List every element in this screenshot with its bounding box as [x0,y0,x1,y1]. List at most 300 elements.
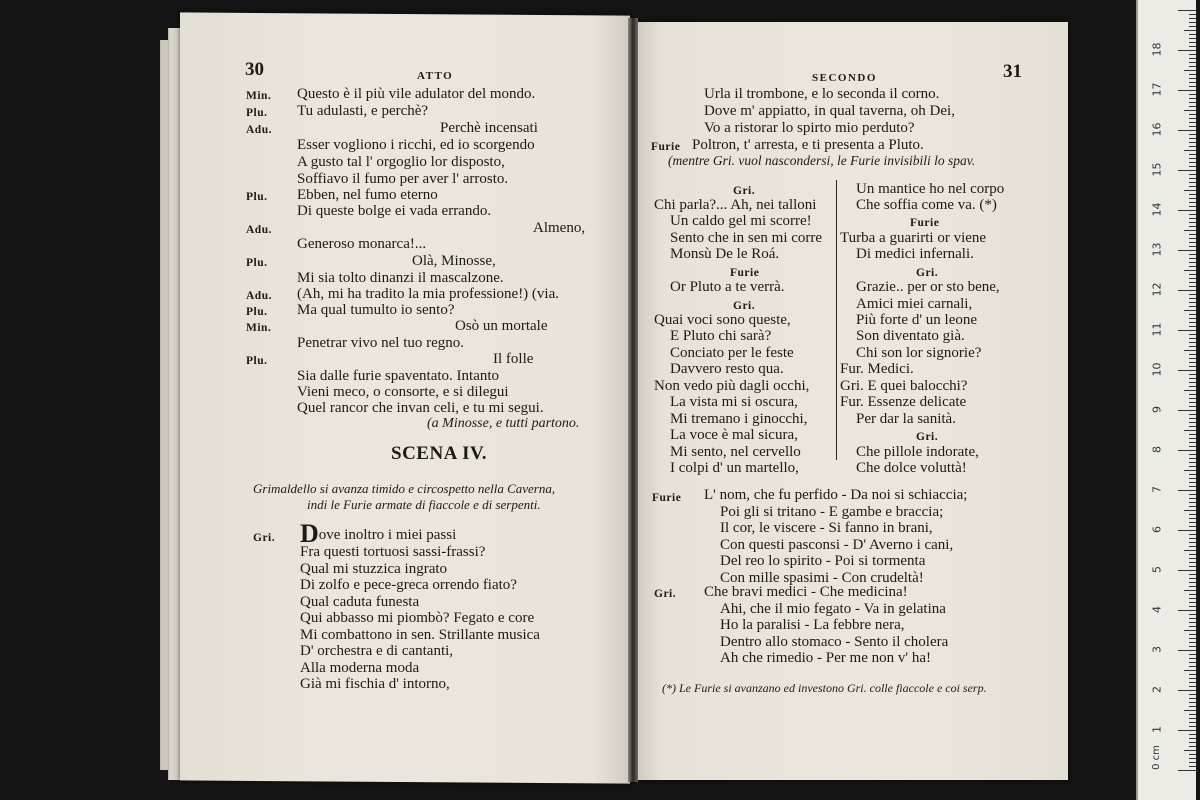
ruler-tick [1178,170,1196,171]
ruler-tick [1178,530,1196,531]
ruler-tick [1189,406,1196,407]
ruler-tick [1189,34,1196,35]
ruler-tick [1189,294,1196,295]
ruler-tick [1189,122,1196,123]
ruler-tick [1189,18,1196,19]
ruler-tick [1178,10,1196,11]
ruler-number: 1 [1150,726,1164,733]
verse-line: Chi son lor signorie? [856,345,982,361]
ruler-tick [1189,446,1196,447]
verse-line: Di medici infernali. [856,246,974,262]
left-page-number: 30 [245,59,264,80]
verse-line: Esser vogliono i ricchi, ed io scorgendo [297,137,535,153]
ruler-tick [1189,442,1196,443]
ruler-tick [1189,146,1196,147]
ruler-tick [1178,770,1196,771]
verse-line: (Ah, mi ha tradito la mia professione!) (via. [297,286,560,302]
ruler-tick [1189,518,1196,519]
ruler-tick [1189,202,1196,203]
ruler-tick [1184,670,1196,671]
ruler-number: 14 [1150,202,1164,217]
ruler-tick [1189,186,1196,187]
ruler-tick [1189,366,1196,367]
ruler-tick [1189,138,1196,139]
verse-line: Poi gli si tritano - E gambe e braccia; [720,503,944,520]
ruler-tick [1189,642,1196,643]
verse-line: Qual mi stuzzica ingrato [300,560,448,577]
verse-line: Urla il trombone, e lo seconda il corno. [704,86,940,102]
ruler-number: 2 [1150,686,1164,693]
ruler-tick [1178,370,1196,371]
ruler-tick [1189,338,1196,339]
speaker-label: Gri. [253,532,276,544]
ruler-tick [1189,418,1196,419]
ruler-tick [1189,422,1196,423]
ruler-tick [1189,198,1196,199]
speaker-label: Plu. [246,355,268,367]
ruler-tick [1178,210,1196,211]
ruler-tick [1189,714,1196,715]
ruler-tick [1189,678,1196,679]
speaker-label: Min. [246,90,272,102]
speaker-label: Plu. [246,107,268,119]
ruler-tick [1189,386,1196,387]
verse-line: Qui abbasso mi piombò? Fegato e core [300,610,535,626]
verse-line: Dentro allo stomaco - Sento il cholera [720,633,949,650]
ruler-tick [1189,66,1196,67]
ruler-tick [1189,14,1196,15]
ruler-tick [1184,510,1196,511]
ruler-tick [1178,650,1196,651]
ruler-tick [1189,574,1196,575]
verse-line: Osò un mortale [455,318,548,334]
verse-line: D' orchestra e di cantanti, [300,643,454,659]
ruler-tick [1189,566,1196,567]
verse-line: Soffiavo il fumo per aver l' arrosto. [297,171,509,187]
verse-line: Ah che rimedio - Per me non v' ha! [720,650,931,666]
ruler-tick [1189,602,1196,603]
scene-title: SCENA IV. [391,443,488,464]
ruler-tick [1178,410,1196,411]
ruler-tick [1189,378,1196,379]
speaker-label: Furie [652,492,682,504]
ruler-tick [1189,686,1196,687]
ruler-tick [1178,250,1196,251]
ruler-tick [1178,90,1196,91]
ruler-tick [1189,682,1196,683]
ruler-tick [1189,362,1196,363]
verse-line: Mi tremano i ginocchi, [670,411,808,427]
ruler-tick [1189,106,1196,107]
verse-line: Che pillole indorate, [856,444,979,460]
ruler-tick [1189,354,1196,355]
verse-line: Almeno, [533,220,586,236]
verse-line: Ahi, che il mio fegato - Va in gelatina [720,600,946,617]
ruler-tick [1178,450,1196,451]
ruler-tick [1189,734,1196,735]
verse-line: Un mantice ho nel corpo [856,181,1005,197]
verse-line: Grazie.. per or sto bene, [856,279,1000,295]
ruler-tick [1189,58,1196,59]
ruler-tick [1189,562,1196,563]
verse-line: Fur. Medici. [840,361,914,377]
ruler-number: 6 [1150,526,1164,533]
ruler-tick [1184,110,1196,111]
ruler-tick [1189,706,1196,707]
left-running-head: ATTO [417,70,454,82]
verse-line: Con questi pasconsi - D' Averno i cani, [720,536,954,553]
ruler-unit-label: 0 cm [1150,745,1162,770]
ruler-tick [1189,278,1196,279]
ruler-tick [1189,326,1196,327]
speaker-label: Gri. [654,588,677,600]
ruler-tick [1189,162,1196,163]
verse-line: Con mille spasimi - Con crudeltà! [720,569,924,586]
ruler-tick [1189,402,1196,403]
ruler-tick [1189,702,1196,703]
ruler-tick [1189,634,1196,635]
ruler-tick [1189,218,1196,219]
ruler-number: 11 [1150,322,1164,337]
ruler-tick [1189,22,1196,23]
ruler-tick [1184,430,1196,431]
ruler-tick [1189,394,1196,395]
ruler-tick [1184,270,1196,271]
verse-line: Mi sento, nel cervello [670,444,801,460]
ruler-tick [1189,398,1196,399]
verse-line: Sento che in sen mi corre [670,230,823,246]
ruler-tick [1189,486,1196,487]
ruler-tick [1189,62,1196,63]
ruler-tick [1189,754,1196,755]
verse-line: Un caldo gel mi scorre! [670,213,812,229]
ruler-tick [1178,490,1196,491]
verse-line: I colpi d' un martello, [670,460,799,476]
ruler-tick [1189,126,1196,127]
ruler-tick [1189,194,1196,195]
ruler-tick [1189,606,1196,607]
ruler-tick [1189,178,1196,179]
ruler-tick [1189,282,1196,283]
ruler-tick [1189,78,1196,79]
speaker-label: Plu. [246,257,268,269]
verse-line: Il folle [493,351,534,367]
ruler-tick [1189,598,1196,599]
ruler-tick [1178,570,1196,571]
verse-line: Del reo lo spirito - Poi si tormenta [720,553,926,569]
ruler-tick [1189,522,1196,523]
verse-line: Qual caduta funesta [300,593,420,610]
ruler-tick [1189,478,1196,479]
ruler-tick [1184,350,1196,351]
ruler-tick [1189,86,1196,87]
verse-line: Di queste bolge ei vada errando. [297,203,492,219]
ruler-tick [1189,554,1196,555]
verse-line: Fra questi tortuosi sassi-frassi? [300,544,486,560]
ruler-tick [1184,70,1196,71]
verse-line: Già mi fischia d' intorno, [300,676,450,692]
ruler-tick [1189,274,1196,275]
ruler-number: 5 [1150,566,1164,573]
ruler-tick [1189,206,1196,207]
verse-line: La voce è mal sicura, [670,427,798,443]
ruler-tick [1189,306,1196,307]
ruler-tick [1189,158,1196,159]
ruler-tick [1189,154,1196,155]
ruler-tick [1189,118,1196,119]
ruler-tick [1189,54,1196,55]
ruler-tick [1189,382,1196,383]
ruler-tick [1189,426,1196,427]
verse-line: Or Pluto a te verrà. [670,279,785,295]
ruler-tick [1189,302,1196,303]
verse-line: Mi combattono in sen. Strillante musica [300,626,540,643]
ruler-tick [1189,334,1196,335]
ruler-tick [1189,498,1196,499]
ruler-tick [1189,594,1196,595]
verse-line: Olà, Minosse, [412,253,496,269]
ruler-tick [1189,414,1196,415]
ruler-tick [1189,26,1196,27]
ruler-tick [1189,258,1196,259]
ruler-tick [1189,46,1196,47]
ruler-tick [1189,114,1196,115]
ruler-tick [1189,746,1196,747]
ruler-tick [1189,578,1196,579]
verse-line: Monsù De le Roá. [670,246,780,262]
right-page-number: 31 [1003,61,1022,82]
ruler-tick [1189,474,1196,475]
ruler-number: 18 [1150,42,1164,57]
ruler-tick [1178,290,1196,291]
verse-line: Ma qual tumulto io sento? [297,302,455,318]
ruler-tick [1189,534,1196,535]
ruler-tick [1189,242,1196,243]
verse-line: Ho la paralisi - La febbre nera, [720,617,905,633]
ruler-tick [1189,718,1196,719]
ruler-tick [1189,762,1196,763]
speech-first-text: ove inoltro i miei passi [318,527,457,543]
ruler-tick [1189,142,1196,143]
verse-line: Poltron, t' arresta, e ti presenta a Pluto. [692,137,924,153]
ruler-tick [1189,318,1196,319]
speaker-label: Gri. [733,185,756,197]
speaker-label: Furie [910,217,940,229]
speaker-label: Plu. [246,191,268,203]
ruler-tick [1189,538,1196,539]
ruler-tick [1189,74,1196,75]
speaker-label: Adu. [246,224,272,236]
speaker-label: Furie [651,141,681,153]
ruler-number: 16 [1150,122,1164,137]
verse-line: Non vedo più dagli occhi, [654,378,810,394]
ruler-tick [1189,214,1196,215]
ruler-tick [1189,286,1196,287]
ruler-tick [1189,674,1196,675]
ruler-tick [1189,502,1196,503]
speaker-label: Gri. [916,267,939,279]
ruler-number: 13 [1150,242,1164,257]
drop-cap: D [300,519,319,548]
ruler-tick [1189,262,1196,263]
ruler-tick [1189,742,1196,743]
ruler-tick [1189,238,1196,239]
ruler-number: 17 [1150,82,1164,97]
ruler-tick [1189,514,1196,515]
hide-direction: (mentre Gri. vuol nascondersi, le Furie invisibili lo spav. [668,153,976,168]
ruler-tick [1178,130,1196,131]
verse-line: Che soffia come va. (*) [856,197,997,213]
ruler-number: 12 [1150,282,1164,297]
stage-direction: indi le Furie armate di fiaccole e di serpenti. [307,497,541,512]
ruler-tick [1189,438,1196,439]
verse-line: Perchè incensati [440,120,538,136]
verse-line: Davvero resto qua. [670,361,784,377]
ruler-tick [1184,550,1196,551]
ruler-tick [1184,750,1196,751]
ruler-number: 3 [1150,646,1164,653]
ruler-tick [1189,174,1196,175]
ruler-tick [1189,102,1196,103]
ruler-tick [1189,506,1196,507]
ruler-tick [1189,298,1196,299]
ruler-tick [1189,246,1196,247]
ruler-tick [1189,266,1196,267]
ruler-tick [1189,494,1196,495]
ruler-tick [1184,30,1196,31]
ruler-tick [1189,614,1196,615]
speaker-label: Min. [246,322,272,334]
ruler-tick [1189,526,1196,527]
ruler-tick [1189,662,1196,663]
ruler-tick [1189,582,1196,583]
verse-line: Quai voci sono queste, [654,312,791,328]
ruler-tick [1178,330,1196,331]
verse-line: Mi sia tolto dinanzi il mascalzone. [297,270,504,286]
ruler-tick [1184,390,1196,391]
column-divider [836,180,837,460]
verse-line: Dove m' appiatto, in qual taverna, oh Dei, [704,103,955,119]
ruler-tick [1189,342,1196,343]
ruler-tick [1178,610,1196,611]
ruler-tick [1189,626,1196,627]
verse-line: Vieni meco, o consorte, e si dilegui [297,384,509,400]
verse-line: Ebben, nel fumo eterno [297,187,438,203]
verse-line: Tu adulasti, e perchè? [297,103,429,119]
verse-line: Son diventato già. [856,328,965,344]
ruler-tick [1189,586,1196,587]
verse-line: Vo a ristorar lo spirto mio perduto? [704,120,915,136]
ruler-tick [1184,630,1196,631]
ruler-number: 8 [1150,446,1164,453]
ruler-tick [1184,230,1196,231]
verse-line: E Pluto chi sarà? [670,328,772,344]
ruler-tick [1189,166,1196,167]
book-gutter [628,18,638,782]
verse-line: Per dar la sanità. [856,411,956,427]
ruler-tick [1189,358,1196,359]
verse-line: A gusto tal l' orgoglio lor disposto, [297,154,505,170]
speaker-label: Gri. [733,300,756,312]
ruler-tick [1189,658,1196,659]
ruler-tick [1189,654,1196,655]
ruler-tick [1184,470,1196,471]
ruler-tick [1189,758,1196,759]
ruler-tick [1189,546,1196,547]
ruler-tick [1189,226,1196,227]
ruler-tick [1189,434,1196,435]
verse-line: Di zolfo e pece-greca orrendo fiato? [300,577,517,593]
speech-first-line [300,519,457,548]
ruler-tick [1184,310,1196,311]
ruler-tick [1189,622,1196,623]
ruler-number: 9 [1150,406,1164,413]
ruler-tick [1178,730,1196,731]
verse-line: Quel rancor che invan celi, e tu mi segui. [297,400,544,416]
verse-line: Generoso monarca!... [297,236,427,252]
ruler-tick [1189,38,1196,39]
ruler-tick [1189,722,1196,723]
ruler-tick [1189,182,1196,183]
verse-line: Fur. Essenze delicate [840,394,967,410]
verse-line: Sia dalle furie spaventato. Intanto [297,368,500,384]
footnote: (*) Le Furie si avanzano ed investono Gri. colle fiaccole e coi serp. [662,681,987,695]
ruler-tick [1189,462,1196,463]
verse-line: La vista mi si oscura, [670,394,798,410]
ruler-tick [1189,638,1196,639]
ruler-tick [1189,766,1196,767]
ruler-tick [1189,322,1196,323]
ruler-tick [1189,698,1196,699]
ruler-number: 10 [1150,362,1164,377]
verse-line: Più forte d' un leone [856,312,978,328]
ruler-tick [1189,542,1196,543]
ruler-tick [1189,458,1196,459]
verse-line: Chi parla?... Ah, nei talloni [654,197,817,213]
ruler-tick [1189,98,1196,99]
right-running-head: SECONDO [812,72,877,84]
ruler-tick [1189,726,1196,727]
ruler-tick [1178,690,1196,691]
speaker-label: Furie [730,267,760,279]
verse-line: Turba a guarirti or viene [840,230,987,246]
ruler-tick [1189,738,1196,739]
verse-line: Il cor, le viscere - Si fanno in brani, [720,520,933,536]
verse-line: Che bravi medici - Che medicina! [704,584,908,600]
stage-direction: Grimaldello si avanza timido e circospetto nella Caverna, [253,481,556,496]
ruler-number: 15 [1150,162,1164,177]
exit-direction: (a Minosse, e tutti partono. [427,416,580,431]
ruler-tick [1189,222,1196,223]
verse-line: Amici miei carnali, [856,296,973,312]
ruler-tick [1189,346,1196,347]
ruler-tick [1189,482,1196,483]
ruler-tick [1189,694,1196,695]
verse-line: Che dolce voluttà! [856,460,967,476]
speaker-label: Adu. [246,124,272,136]
ruler-tick [1189,454,1196,455]
ruler-tick [1189,646,1196,647]
ruler-tick [1178,50,1196,51]
ruler-tick [1189,618,1196,619]
speaker-label: Plu. [246,306,268,318]
ruler-tick [1184,710,1196,711]
ruler-tick [1184,590,1196,591]
verse-line: L' nom, che fu perfido - Da noi si schiaccia; [704,487,968,503]
ruler-tick [1189,558,1196,559]
speaker-label: Adu. [246,290,272,302]
ruler-tick [1189,94,1196,95]
